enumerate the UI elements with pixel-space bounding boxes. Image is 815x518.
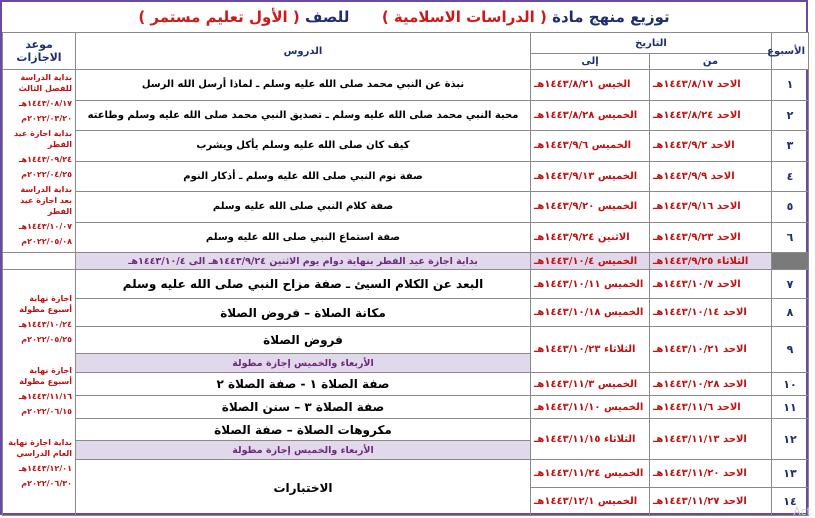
holiday-gregorian: ٢٠٢٢/٠٣/٢٠م bbox=[21, 114, 72, 123]
table-row bbox=[3, 373, 809, 396]
date-to: الخميس ١٤٤٣/٩/٦هـ bbox=[531, 131, 650, 162]
table-row bbox=[3, 419, 809, 441]
holiday-hijri: ١٤٤٣/٠٨/١٧هـ bbox=[18, 99, 72, 108]
table-row bbox=[3, 70, 809, 101]
holiday-gregorian: ٢٠٢٢/٠٥/٢٥م bbox=[21, 335, 72, 344]
date-to: الثلاثاء ١٤٤٣/١٠/٢٣هـ bbox=[531, 327, 650, 373]
date-to: الخميس ١٤٤٣/١١/١٠هـ bbox=[531, 396, 650, 419]
long-weekend-note: الأربعاء والخميس إجازة مطولة bbox=[76, 354, 531, 373]
lesson-title: مكانة الصلاة – فروض الصلاة bbox=[76, 299, 531, 327]
week-number: ٤ bbox=[772, 161, 809, 192]
lesson-title: البعد عن الكلام السيئ ـ صفة مزاح النبي صلى الله عليه وسلم bbox=[76, 270, 531, 299]
date-to: الخيس ١٤٤٣/٨/٢١هـ bbox=[531, 70, 650, 101]
holiday-title: بداية اجازة نهاية العام الدراسي bbox=[8, 438, 72, 458]
holiday-gregorian: ٢٠٢٢/٠٦/٣٠م bbox=[21, 479, 72, 488]
table-row bbox=[3, 327, 809, 354]
table-row bbox=[3, 396, 809, 419]
date-from: الاحد ١٤٤٣/١١/٢٧هـ bbox=[650, 488, 772, 516]
header-from: من bbox=[650, 54, 772, 70]
date-to: الخميس ١٤٤٣/١٠/١١هـ bbox=[531, 270, 650, 299]
lesson-title: نبذة عن النبي محمد صلى الله عليه وسلم ـ لماذا أرسل الله الرسل bbox=[76, 70, 531, 101]
title-grade-prefix: للصف bbox=[304, 8, 350, 26]
date-from: الاحد ١٤٤٣/١٠/١٤هـ bbox=[650, 299, 772, 327]
week-number: ١ bbox=[772, 70, 809, 101]
date-from: الاحد ١٤٤٣/٩/٢٣هـ bbox=[650, 222, 772, 253]
header-date: التاريخ bbox=[531, 33, 772, 54]
table-row bbox=[3, 222, 809, 253]
week-number: ٩ bbox=[772, 327, 809, 373]
lesson-title: صفة كلام النبي صلى الله عليه وسلم bbox=[76, 192, 531, 223]
holidays-group-1 bbox=[3, 70, 76, 253]
week-number: ٥ bbox=[772, 192, 809, 223]
header-week: الأسبوع bbox=[772, 33, 809, 70]
lesson-title: فروض الصلاة bbox=[76, 327, 531, 354]
date-to: الاثنين ١٤٤٣/٩/٢٤هـ bbox=[531, 222, 650, 253]
week-number: ٧ bbox=[772, 270, 809, 299]
week-number: ٣ bbox=[772, 131, 809, 162]
week-number: ١٣ bbox=[772, 460, 809, 488]
date-from: الاحد ١٤٤٣/١٠/٢١هـ bbox=[650, 327, 772, 373]
table-row bbox=[3, 299, 809, 327]
lesson-title: محبة النبي محمد صلى الله عليه وسلم ـ تصديق النبي محمد صلى الله عليه وسلم وطاعته bbox=[76, 100, 531, 131]
title-prefix: توزيع منهج مادة bbox=[552, 8, 670, 26]
week-number: ٢ bbox=[772, 100, 809, 131]
holiday-hijri: ١٤٤٣/١١/١٦هـ bbox=[18, 392, 72, 401]
holiday-title: بداية اجازة عيد الفطر bbox=[14, 129, 72, 149]
table-row bbox=[3, 192, 809, 223]
date-to: الثلاثاء ١٤٤٣/١١/١٥هـ bbox=[531, 419, 650, 460]
date-from: الثلاثاء ١٤٤٣/٩/٢٥هـ bbox=[650, 253, 772, 270]
holiday-gregorian: ٢٠٢٢/٠٦/١٥م bbox=[21, 407, 72, 416]
long-weekend-note: الأربعاء والخميس إجازة مطولة bbox=[76, 441, 531, 460]
holiday-hijri: ١٤٤٣/١٢/٠١هـ bbox=[18, 464, 72, 473]
header-to: إلى bbox=[531, 54, 650, 70]
table-row bbox=[3, 161, 809, 192]
holiday-hijri: ١٤٤٣/١٠/٢٤هـ bbox=[18, 320, 72, 329]
date-to: الخميس ١٤٤٣/٩/١٣هـ bbox=[531, 161, 650, 192]
lesson-title: صفة الصلاة ١ - صفة الصلاة ٢ bbox=[76, 373, 531, 396]
lesson-title: صفة الصلاة ٣ – سنن الصلاة bbox=[76, 396, 531, 419]
week-number: ١٢ bbox=[772, 419, 809, 460]
lesson-title: كيف كان صلى الله عليه وسلم يأكل ويشرب bbox=[76, 131, 531, 162]
table-row bbox=[3, 460, 809, 488]
title-grade: ( الأول تعليم مستمر ) bbox=[138, 8, 300, 26]
date-to: الخميس ١٤٤٣/١٠/٤هـ bbox=[531, 253, 650, 270]
table-row bbox=[3, 131, 809, 162]
week-number: ١٠ bbox=[772, 373, 809, 396]
date-from: الاحد ١٤٤٣/٩/١٦هـ bbox=[650, 192, 772, 223]
watermark-text: Act bbox=[793, 505, 811, 518]
exams-cell: الاختبارات bbox=[76, 460, 531, 516]
holiday-empty-cell bbox=[3, 253, 76, 270]
lesson-title: صفة استماع النبي صلى الله عليه وسلم bbox=[76, 222, 531, 253]
week-number-empty bbox=[772, 253, 809, 270]
holiday-title: اجازة نهاية أسبوع مطولة bbox=[19, 294, 72, 314]
date-from: الاحد ١٤٤٣/٩/٢هـ bbox=[650, 131, 772, 162]
week-number: ٦ bbox=[772, 222, 809, 253]
week-number: ١١ bbox=[772, 396, 809, 419]
date-to: الخميس ١٤٤٣/١١/٢٤هـ bbox=[531, 460, 650, 488]
week-number: ٨ bbox=[772, 299, 809, 327]
date-from: الاحد ١٤٤٣/٨/١٧هـ bbox=[650, 70, 772, 101]
holiday-title: اجازة نهاية أسبوع مطولة bbox=[19, 366, 72, 386]
header-row bbox=[3, 33, 809, 54]
holidays-group-2 bbox=[3, 270, 76, 516]
date-from: الاحد ١٤٤٣/١٠/٢٨هـ bbox=[650, 373, 772, 396]
eid-holiday-note: بداية اجازة عيد الفطر بنهاية دوام يوم الاثنين ١٤٤٣/٩/٢٤هـ الى ١٤٤٣/١٠/٤هـ bbox=[76, 253, 531, 270]
table-row bbox=[3, 270, 809, 299]
date-from: الاحد ١٤٤٣/١١/٦هـ bbox=[650, 396, 772, 419]
page-title bbox=[2, 2, 806, 30]
holiday-hijri: ١٤٤٣/١٠/٠٧هـ bbox=[18, 222, 72, 231]
holiday-gregorian: ٢٠٢٢/٠٤/٢٥م bbox=[21, 170, 72, 179]
lesson-title: صفة نوم النبي صلى الله عليه وسلم ـ أذكار النوم bbox=[76, 161, 531, 192]
header-holidays: موعد الاجازات bbox=[3, 33, 76, 70]
holiday-hijri: ١٤٤٣/٠٩/٢٤هـ bbox=[18, 155, 72, 164]
date-from: الاحد ١٤٤٣/٩/٩هـ bbox=[650, 161, 772, 192]
date-to: الخميس ١٤٤٣/٩/٢٠هـ bbox=[531, 192, 650, 223]
holiday-gregorian: ٢٠٢٢/٠٥/٠٨م bbox=[21, 237, 72, 246]
title-subject: ( الدراسات الاسلامية ) bbox=[381, 8, 547, 26]
week-number: ١٤ bbox=[772, 488, 809, 516]
eid-holiday-row bbox=[3, 253, 809, 270]
header-lessons: الدروس bbox=[76, 33, 531, 70]
date-from: الاحد ١٤٤٣/١١/٢٠هـ bbox=[650, 460, 772, 488]
date-from: الاحد ١٤٤٣/٨/٢٤هـ bbox=[650, 100, 772, 131]
table-row bbox=[3, 100, 809, 131]
date-to: الخميس ١٤٤٣/١٢/١هـ bbox=[531, 488, 650, 516]
holiday-title: بداية الدراسة بعد اجازة عيد الفطر bbox=[20, 185, 72, 216]
date-from: الاحد ١٤٤٣/١١/١٣هـ bbox=[650, 419, 772, 460]
lesson-title: مكروهات الصلاة – صفة الصلاة bbox=[76, 419, 531, 441]
date-from: الاحد ١٤٤٣/١٠/٧هـ bbox=[650, 270, 772, 299]
holiday-title: بداية الدراسة للفصل الثالث bbox=[18, 73, 72, 93]
date-to: الخميس ١٤٤٣/٨/٢٨هـ bbox=[531, 100, 650, 131]
date-to: الخميس ١٤٤٣/١١/٣هـ bbox=[531, 373, 650, 396]
date-to: الخميس ١٤٤٣/١٠/١٨هـ bbox=[531, 299, 650, 327]
curriculum-table bbox=[2, 32, 809, 516]
